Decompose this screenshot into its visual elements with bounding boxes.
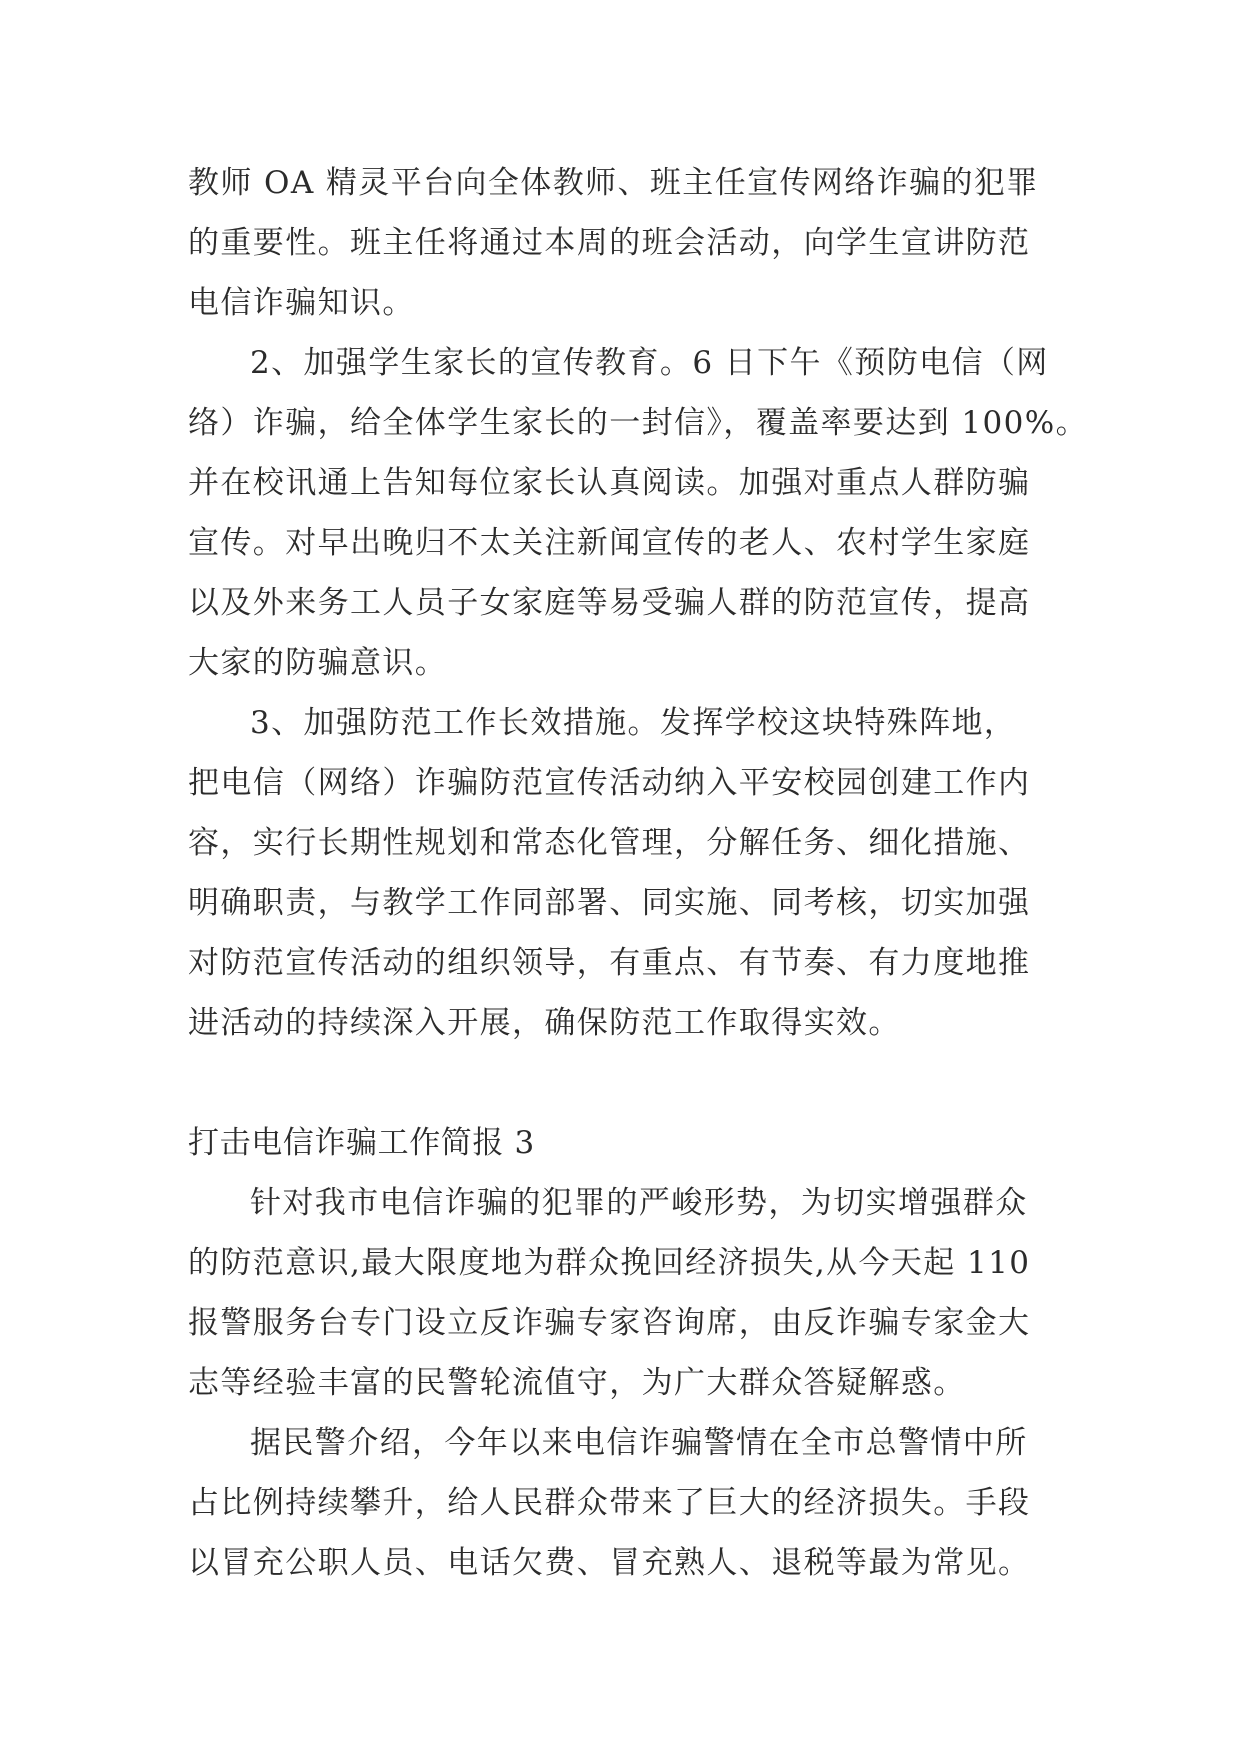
paragraph-line: 据民警介绍，今年以来电信诈骗警情在全市总警情中所 <box>250 1425 1028 1461</box>
paragraph-line: 占比例持续攀升，给人民群众带来了巨大的经济损失。手段 <box>188 1485 1031 1521</box>
paragraph-line: 3、加强防范工作长效措施。发挥学校这块特殊阵地， <box>250 705 1017 741</box>
paragraph-line: 大家的防骗意识。 <box>188 645 448 681</box>
paragraph-line: 的重要性。班主任将通过本周的班会活动，向学生宣讲防范 <box>188 225 1031 261</box>
paragraph-line: 以冒充公职人员、电话欠费、冒充熟人、退税等最为常见。 <box>188 1545 1031 1581</box>
paragraph-line: 教师 OA 精灵平台向全体教师、班主任宣传网络诈骗的犯罪 <box>188 165 1039 201</box>
paragraph-line: 报警服务台专门设立反诈骗专家咨询席，由反诈骗专家金大 <box>188 1305 1031 1341</box>
paragraph-line: 宣传。对早出晚归不太关注新闻宣传的老人、农村学生家庭 <box>188 525 1031 561</box>
paragraph-line: 的防范意识,最大限度地为群众挽回经济损失,从今天起 110 <box>188 1245 1031 1281</box>
paragraph-line: 络）诈骗，给全体学生家长的一封信》，覆盖率要达到 100%。 <box>188 405 1088 441</box>
paragraph-line: 2、加强学生家长的宣传教育。6 日下午《预防电信（网 <box>250 345 1049 381</box>
paragraph-line: 电信诈骗知识。 <box>188 285 415 321</box>
paragraph-line: 以及外来务工人员子女家庭等易受骗人群的防范宣传，提高 <box>188 585 1031 621</box>
paragraph-line: 针对我市电信诈骗的犯罪的严峻形势，为切实增强群众 <box>250 1185 1028 1221</box>
paragraph-line: 明确职责，与教学工作同部署、同实施、同考核，切实加强 <box>188 885 1031 921</box>
section-heading: 打击电信诈骗工作简报 3 <box>188 1125 535 1161</box>
paragraph-line: 志等经验丰富的民警轮流值守，为广大群众答疑解惑。 <box>188 1365 966 1401</box>
paragraph-line: 进活动的持续深入开展，确保防范工作取得实效。 <box>188 1005 901 1041</box>
paragraph-line: 把电信（网络）诈骗防范宣传活动纳入平安校园创建工作内 <box>188 765 1031 801</box>
paragraph-line: 容，实行长期性规划和常态化管理，分解任务、细化措施、 <box>188 825 1031 861</box>
paragraph-line: 并在校讯通上告知每位家长认真阅读。加强对重点人群防骗 <box>188 465 1031 501</box>
paragraph-line: 对防范宣传活动的组织领导，有重点、有节奏、有力度地推 <box>188 945 1031 981</box>
